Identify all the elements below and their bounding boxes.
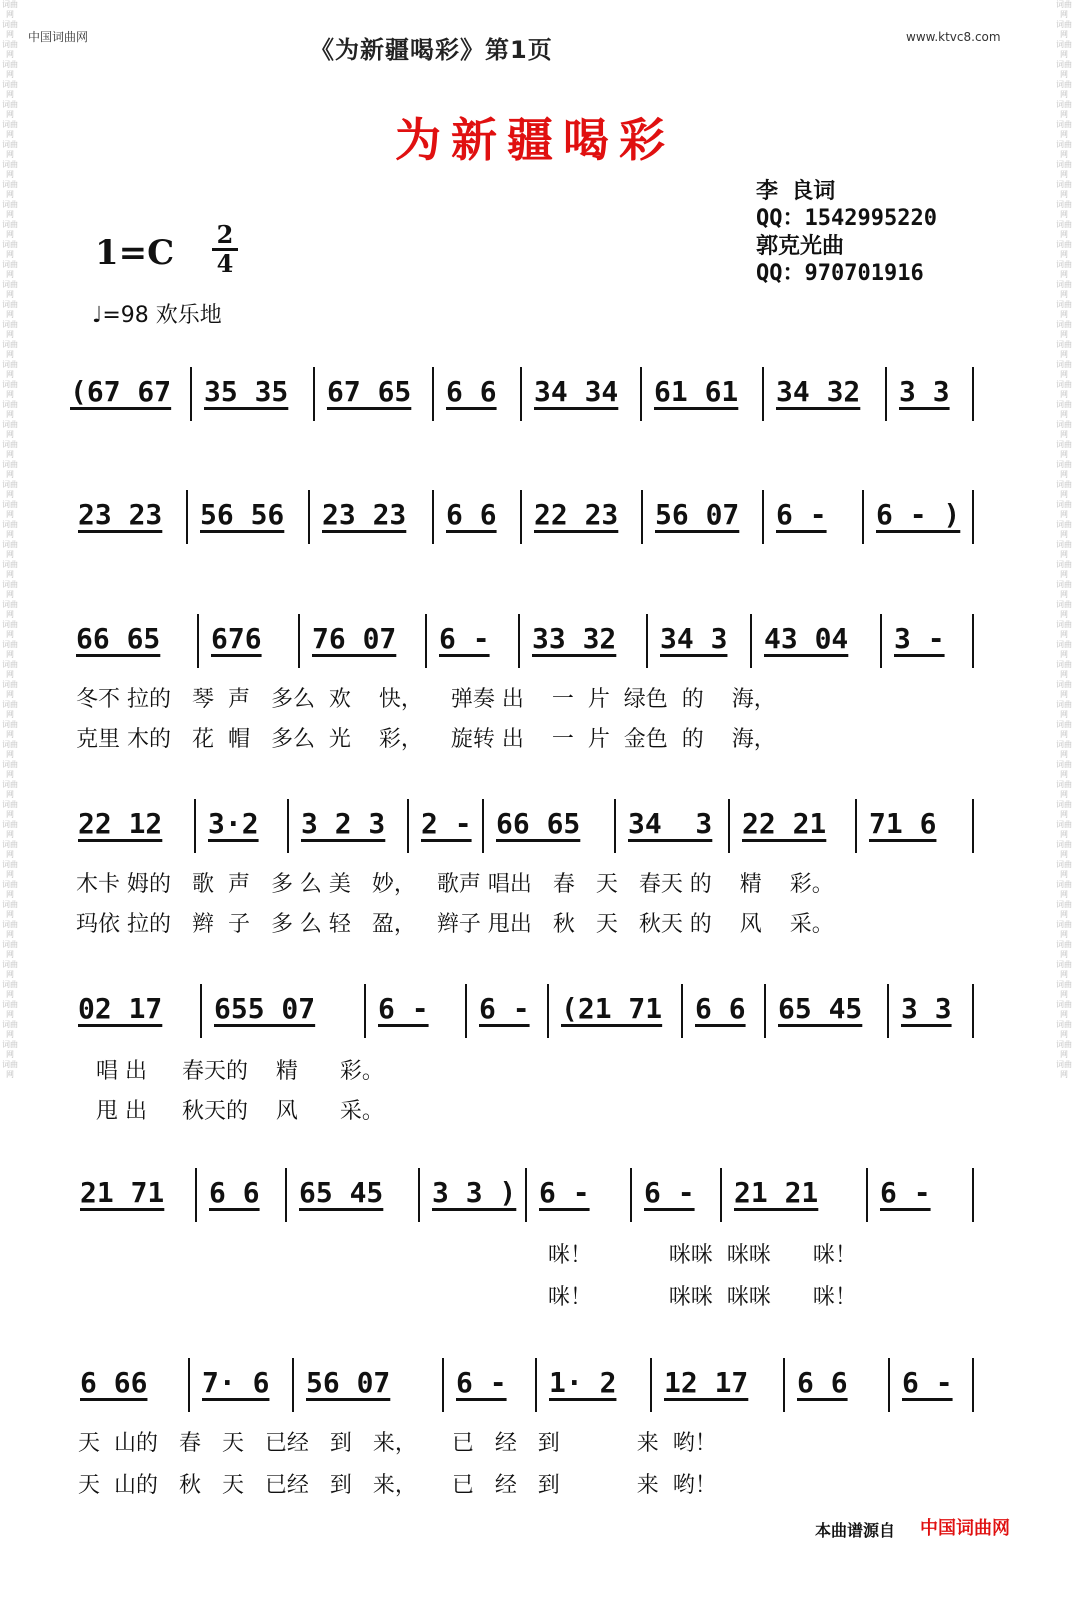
staff-line	[0, 612, 1074, 672]
note-group: 6 6	[209, 1176, 260, 1209]
watermark-text: 词曲网	[1056, 520, 1072, 539]
watermark-text: 词曲网	[2, 220, 18, 239]
watermark-text: 词曲网	[2, 480, 18, 499]
lyrics-verse2: 甩 出 秋天的 风 采。	[96, 1099, 384, 1124]
note-group: 6 6	[695, 992, 746, 1025]
watermark-text: 词曲网	[2, 0, 18, 19]
watermark-text: 词曲网	[2, 720, 18, 739]
note-group: 21 71	[80, 1176, 165, 1209]
bar-line	[520, 367, 522, 421]
note-group: 34 3	[628, 807, 713, 840]
watermark-text: 词曲网	[2, 40, 18, 59]
note-group: 1· 2	[549, 1366, 617, 1399]
watermark-text: 词曲网	[2, 920, 18, 939]
watermark-text: 词曲网	[1056, 840, 1072, 859]
bar-line	[972, 799, 974, 853]
note-group: 34 34	[534, 375, 619, 408]
note-group: (67 67	[70, 375, 172, 408]
watermark-text: 词曲网	[1056, 620, 1072, 639]
watermark-text: 词曲网	[1056, 260, 1072, 279]
bar-line	[972, 1168, 974, 1222]
bar-line	[862, 490, 864, 544]
note-group: 66 65	[76, 622, 161, 655]
bar-line	[888, 1358, 890, 1412]
watermark-text: 词曲网	[2, 360, 18, 379]
note-group: 12 17	[664, 1366, 749, 1399]
bar-line	[418, 1168, 420, 1222]
lyrics-verse2: 咪！ 咪咪 咪咪 咪！	[548, 1285, 857, 1310]
watermark-text: 词曲网	[1056, 40, 1072, 59]
watermark-text: 词曲网	[1056, 420, 1072, 439]
watermark-text: 词曲网	[1056, 500, 1072, 519]
bar-line	[728, 799, 730, 853]
watermark-text: 词曲网	[1056, 720, 1072, 739]
bar-line	[885, 367, 887, 421]
bar-line	[292, 1358, 294, 1412]
watermark-text: 词曲网	[2, 80, 18, 99]
lyrics-verse2: 克里 木的 花 帽 多么 光 彩， 旋转 出 一 片 金色 的 海，	[76, 727, 776, 752]
watermark-text: 词曲网	[1056, 640, 1072, 659]
watermark-text: 词曲网	[1056, 240, 1072, 259]
watermark-text: 词曲网	[1056, 0, 1072, 19]
bar-line	[518, 614, 520, 668]
lyrics-verse1: 木卡 姆的 歌 声 多 么 美 妙， 歌声 唱出 春 天 春天 的 精 彩。	[76, 872, 834, 897]
watermark-text: 词曲网	[2, 900, 18, 919]
note-group: 6 66	[80, 1366, 148, 1399]
staff-line	[0, 797, 1074, 857]
staff-line	[0, 1356, 1074, 1416]
watermark-text: 词曲网	[1056, 300, 1072, 319]
note-group: 34 3	[660, 622, 728, 655]
bar-line	[972, 984, 974, 1038]
lyrics-verse2: 天 山的 秋 天 已经 到 来， 已 经 到 来 哟！	[78, 1473, 717, 1498]
time-bottom: 4	[216, 249, 234, 278]
watermark-text: 词曲网	[2, 600, 18, 619]
note-group: 6 6	[446, 375, 497, 408]
bar-line	[630, 1168, 632, 1222]
note-group: 676	[211, 622, 262, 655]
watermark-text: 词曲网	[2, 940, 18, 959]
watermark-text: 词曲网	[1056, 920, 1072, 939]
bar-line	[880, 614, 882, 668]
watermark-text: 词曲网	[2, 460, 18, 479]
note-group: 6 -	[880, 1176, 931, 1209]
watermark-text: 词曲网	[2, 240, 18, 259]
watermark-text: 词曲网	[1056, 140, 1072, 159]
watermark-text: 词曲网	[1056, 280, 1072, 299]
watermark-text: 词曲网	[1056, 760, 1072, 779]
bar-line	[520, 490, 522, 544]
watermark-text: 词曲网	[1056, 900, 1072, 919]
staff-line	[0, 982, 1074, 1042]
composer-qq: QQ：970701916	[756, 261, 924, 286]
watermark-text: 词曲网	[1056, 320, 1072, 339]
watermark-text: 词曲网	[2, 20, 18, 39]
watermark-text: 词曲网	[2, 380, 18, 399]
bar-line	[783, 1358, 785, 1412]
bar-line	[650, 1358, 652, 1412]
note-group: 6 -	[776, 498, 827, 531]
note-group: 22 12	[78, 807, 163, 840]
watermark-text: 词曲网	[1056, 1060, 1072, 1079]
lyrics-verse1: 咪！ 咪咪 咪咪 咪！	[548, 1243, 857, 1268]
watermark-text: 词曲网	[2, 880, 18, 899]
bar-line	[887, 984, 889, 1038]
bar-line	[641, 490, 643, 544]
note-group: 6 -	[539, 1176, 590, 1209]
note-group: 76 07	[312, 622, 397, 655]
note-group: 65 45	[299, 1176, 384, 1209]
watermark-text: 词曲网	[1056, 380, 1072, 399]
watermark-text: 词曲网	[2, 860, 18, 879]
tempo-marking: ♩=98 欢乐地	[92, 303, 222, 328]
watermark-text: 词曲网	[1056, 220, 1072, 239]
bar-line	[313, 367, 315, 421]
note-group: 3 2 3	[301, 807, 386, 840]
watermark-text: 词曲网	[1056, 740, 1072, 759]
watermark-text: 词曲网	[2, 300, 18, 319]
bar-line	[186, 490, 188, 544]
bar-line	[442, 1358, 444, 1412]
watermark-text: 词曲网	[1056, 880, 1072, 899]
watermark-text: 词曲网	[2, 100, 18, 119]
lyrics-verse2: 玛依 拉的 辫 子 多 么 轻 盈， 辫子 甩出 秋 天 秋天 的 风 采。	[76, 912, 834, 937]
watermark-text: 词曲网	[2, 540, 18, 559]
bar-line	[750, 614, 752, 668]
note-group: 35 35	[204, 375, 289, 408]
note-group: 34 32	[776, 375, 861, 408]
note-group: 6 -	[479, 992, 530, 1025]
watermark-text: 词曲网	[2, 420, 18, 439]
watermark-text: 词曲网	[2, 1020, 18, 1039]
note-group: 3 3	[899, 375, 950, 408]
note-group: 22 21	[742, 807, 827, 840]
watermark-text: 词曲网	[1056, 1000, 1072, 1019]
note-group: 67 65	[327, 375, 412, 408]
note-group: 21 21	[734, 1176, 819, 1209]
watermark-text: 词曲网	[1056, 400, 1072, 419]
watermark-text: 词曲网	[1056, 560, 1072, 579]
bar-line	[855, 799, 857, 853]
watermark-text: 词曲网	[2, 180, 18, 199]
watermark-text: 词曲网	[2, 280, 18, 299]
time-top: 2	[212, 222, 238, 251]
watermark-text: 词曲网	[2, 800, 18, 819]
note-group: (21 71	[561, 992, 663, 1025]
page-heading: 《为新疆喝彩》第1页	[310, 36, 553, 64]
bar-line	[194, 799, 196, 853]
watermark-text: 词曲网	[2, 320, 18, 339]
watermark-text: 词曲网	[1056, 540, 1072, 559]
watermark-text: 词曲网	[1056, 1020, 1072, 1039]
composer-credit: 郭克光曲	[756, 234, 845, 259]
watermark-text: 词曲网	[1056, 20, 1072, 39]
watermark-text: 词曲网	[1056, 60, 1072, 79]
bar-line	[614, 799, 616, 853]
watermark-text: 词曲网	[2, 200, 18, 219]
bar-line	[525, 1168, 527, 1222]
watermark-text: 词曲网	[1056, 480, 1072, 499]
watermark-text: 词曲网	[2, 580, 18, 599]
watermark-text: 词曲网	[2, 340, 18, 359]
bar-line	[764, 984, 766, 1038]
bar-line	[364, 984, 366, 1038]
watermark-text: 词曲网	[2, 660, 18, 679]
bar-line	[762, 367, 764, 421]
watermark-text: 词曲网	[1056, 960, 1072, 979]
note-group: 6 -	[439, 622, 490, 655]
staff-line	[0, 365, 1074, 425]
watermark-text: 词曲网	[2, 1040, 18, 1059]
song-title: 为新疆喝彩	[395, 113, 675, 167]
watermark-text: 词曲网	[1056, 800, 1072, 819]
watermark-text: 词曲网	[2, 840, 18, 859]
watermark-text: 词曲网	[2, 760, 18, 779]
note-group: 33 32	[532, 622, 617, 655]
note-group: 02 17	[78, 992, 163, 1025]
watermark-text: 词曲网	[1056, 160, 1072, 179]
bar-line	[308, 490, 310, 544]
note-group: 6 -	[456, 1366, 507, 1399]
bar-line	[681, 984, 683, 1038]
note-group: 3·2	[208, 807, 259, 840]
note-group: 56 07	[655, 498, 740, 531]
watermark-text: 词曲网	[2, 500, 18, 519]
watermark-text: 词曲网	[1056, 660, 1072, 679]
note-group: 71 6	[869, 807, 937, 840]
staff-line	[0, 1166, 1074, 1226]
bar-line	[197, 614, 199, 668]
bar-line	[972, 490, 974, 544]
watermark-text: 词曲网	[1056, 340, 1072, 359]
lyrics-verse1: 唱 出 春天的 精 彩。	[96, 1059, 384, 1084]
watermark-text: 词曲网	[1056, 360, 1072, 379]
note-group: 7· 6	[202, 1366, 270, 1399]
site-name-left: 中国词曲网	[28, 30, 89, 44]
bar-line	[407, 799, 409, 853]
watermark-text: 词曲网	[1056, 780, 1072, 799]
bar-line	[200, 984, 202, 1038]
watermark-text: 词曲网	[2, 700, 18, 719]
watermark-text: 词曲网	[1056, 680, 1072, 699]
watermark-text: 词曲网	[1056, 120, 1072, 139]
lyrics-verse1: 天 山的 春 天 已经 到 来， 已 经 到 来 哟！	[78, 1431, 717, 1456]
watermark-text: 词曲网	[1056, 1040, 1072, 1059]
bar-line	[188, 1358, 190, 1412]
watermark-text: 词曲网	[1056, 700, 1072, 719]
watermark-text: 词曲网	[2, 440, 18, 459]
bar-line	[190, 367, 192, 421]
bar-line	[640, 367, 642, 421]
bar-line	[762, 490, 764, 544]
watermark-text: 词曲网	[2, 960, 18, 979]
watermark-text: 词曲网	[1056, 440, 1072, 459]
watermark-text: 词曲网	[2, 640, 18, 659]
watermark-text: 词曲网	[2, 140, 18, 159]
note-group: 61 61	[654, 375, 739, 408]
note-group: 6 -	[902, 1366, 953, 1399]
note-group: 6 - )	[876, 498, 961, 531]
watermark-text: 词曲网	[1056, 80, 1072, 99]
watermark-text: 词曲网	[1056, 580, 1072, 599]
watermark-text: 词曲网	[2, 160, 18, 179]
note-group: 23 23	[78, 498, 163, 531]
lyrics-verse1: 冬不 拉的 琴 声 多么 欢 快， 弹奏 出 一 片 绿色 的 海，	[76, 687, 776, 712]
note-group: 43 04	[764, 622, 849, 655]
watermark-text: 词曲网	[2, 620, 18, 639]
watermark-text: 词曲网	[1056, 820, 1072, 839]
watermark-text: 词曲网	[1056, 980, 1072, 999]
bar-line	[720, 1168, 722, 1222]
watermark-text: 词曲网	[2, 260, 18, 279]
note-group: 655 07	[214, 992, 316, 1025]
watermark-text: 词曲网	[2, 680, 18, 699]
watermark-text: 词曲网	[1056, 940, 1072, 959]
watermark-text: 词曲网	[1056, 460, 1072, 479]
watermark-text: 词曲网	[2, 120, 18, 139]
bar-line	[287, 799, 289, 853]
note-group: 3 -	[894, 622, 945, 655]
note-group: 22 23	[534, 498, 619, 531]
bar-line	[972, 1358, 974, 1412]
note-group: 2 -	[421, 807, 472, 840]
note-group: 3 3	[901, 992, 952, 1025]
staff-line	[0, 488, 1074, 548]
watermark-text: 词曲网	[2, 1000, 18, 1019]
bar-line	[432, 367, 434, 421]
bar-line	[535, 1358, 537, 1412]
bar-line	[195, 1168, 197, 1222]
note-group: 3 3 )	[432, 1176, 517, 1209]
bar-line	[465, 984, 467, 1038]
bar-line	[425, 614, 427, 668]
note-group: 6 6	[797, 1366, 848, 1399]
note-group: 6 -	[378, 992, 429, 1025]
watermark-text: 词曲网	[2, 980, 18, 999]
watermark-text: 词曲网	[2, 740, 18, 759]
note-group: 56 07	[306, 1366, 391, 1399]
note-group: 6 -	[644, 1176, 695, 1209]
note-group: 65 45	[778, 992, 863, 1025]
bar-line	[866, 1168, 868, 1222]
bar-line	[972, 614, 974, 668]
watermark-text: 词曲网	[1056, 180, 1072, 199]
watermark-text: 词曲网	[2, 520, 18, 539]
time-signature	[212, 222, 238, 277]
note-group: 6 6	[446, 498, 497, 531]
bar-line	[432, 490, 434, 544]
watermark-text: 词曲网	[2, 780, 18, 799]
bar-line	[298, 614, 300, 668]
bar-line	[972, 367, 974, 421]
lyricist-qq: QQ：1542995220	[756, 206, 937, 231]
watermark-text: 词曲网	[2, 820, 18, 839]
bar-line	[285, 1168, 287, 1222]
note-group: 23 23	[322, 498, 407, 531]
watermark-text: 词曲网	[2, 1060, 18, 1079]
footer-source-label: 本曲谱源自	[815, 1521, 896, 1540]
bar-line	[482, 799, 484, 853]
site-url-right: www.ktvc8.com	[906, 30, 1001, 44]
note-group: 66 65	[496, 807, 581, 840]
watermark-text: 词曲网	[1056, 600, 1072, 619]
bar-line	[547, 984, 549, 1038]
watermark-text: 词曲网	[1056, 200, 1072, 219]
note-group: 56 56	[200, 498, 285, 531]
lyricist-credit: 李 良词	[756, 179, 836, 204]
key-signature: 1=C	[95, 233, 175, 273]
watermark-text: 词曲网	[1056, 860, 1072, 879]
watermark-text: 词曲网	[2, 560, 18, 579]
watermark-text: 词曲网	[2, 60, 18, 79]
bar-line	[646, 614, 648, 668]
footer-source-site: 中国词曲网	[920, 1518, 1010, 1539]
watermark-text: 词曲网	[1056, 100, 1072, 119]
watermark-text: 词曲网	[2, 400, 18, 419]
